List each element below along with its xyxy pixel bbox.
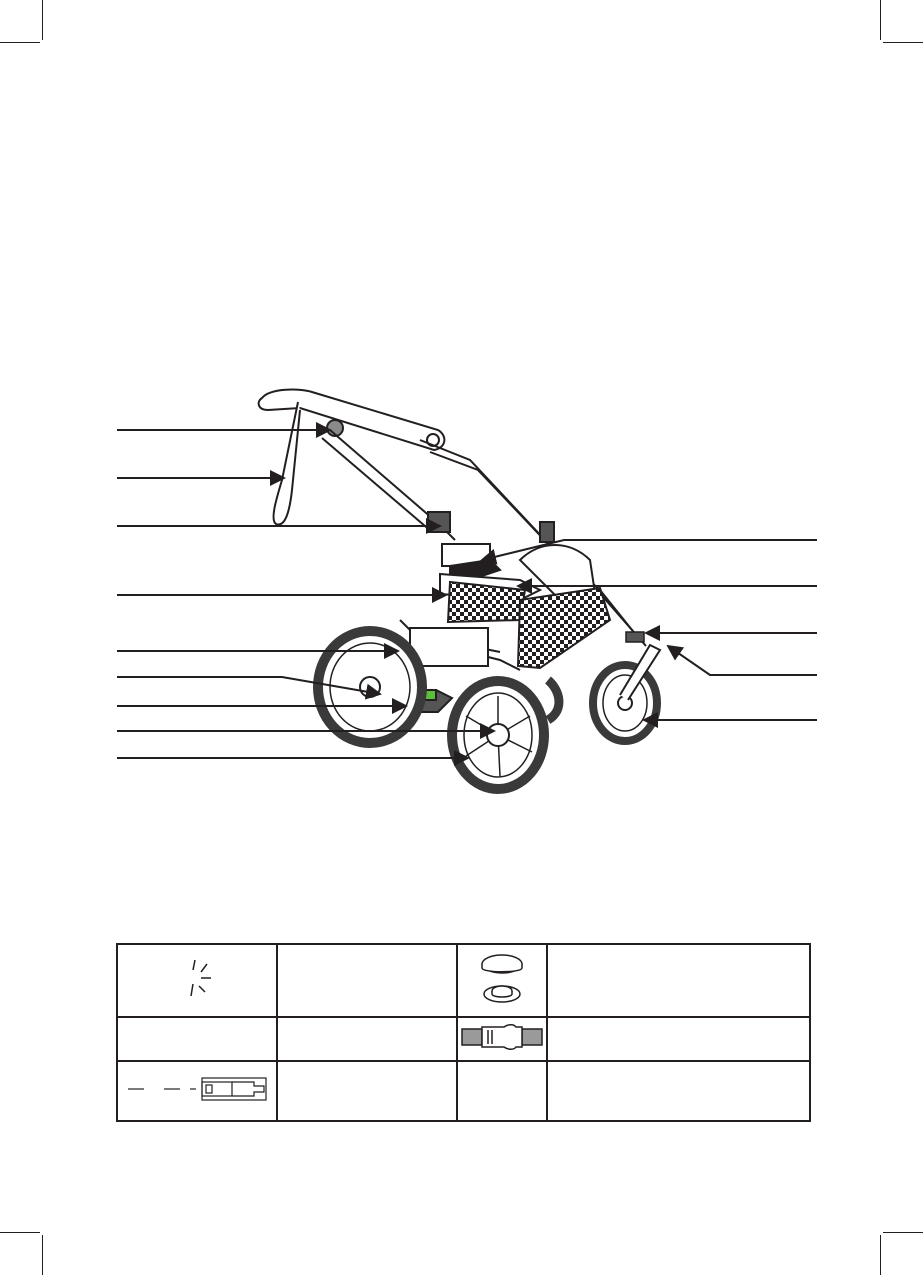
legend-row xyxy=(117,1017,810,1062)
legend-text-cell xyxy=(547,1017,810,1062)
handlebar xyxy=(259,390,445,450)
symbol-legend-table xyxy=(116,943,811,1122)
basket-side xyxy=(518,588,610,668)
click-icon xyxy=(177,956,217,1000)
legend-text-cell xyxy=(547,944,810,1017)
crop-mark xyxy=(880,1235,881,1275)
buckle-icon xyxy=(460,1022,544,1052)
legend-symbol-cell xyxy=(117,944,277,1017)
legend-symbol-cell xyxy=(117,1061,277,1121)
legend-symbol-cell xyxy=(457,1061,547,1121)
frame-joint xyxy=(428,512,450,532)
legend-symbol-cell xyxy=(117,1017,277,1062)
stroller-frame xyxy=(259,390,646,712)
stroller-diagram xyxy=(0,380,923,800)
crop-mark xyxy=(883,42,923,43)
crop-mark xyxy=(883,1232,923,1233)
legend-symbol-cell xyxy=(457,1017,547,1062)
legend-row xyxy=(117,1061,810,1121)
legend-text-cell xyxy=(277,1017,457,1062)
legend-symbol-cell xyxy=(457,944,547,1017)
legend-text-cell xyxy=(277,944,457,1017)
rear-wheel-right xyxy=(452,681,544,789)
crop-mark xyxy=(42,0,43,40)
legend-text-cell xyxy=(277,1061,457,1121)
callout-13 xyxy=(668,646,817,675)
crop-mark xyxy=(42,1235,43,1275)
rear-wheel-left xyxy=(318,631,422,743)
legend-text-cell xyxy=(547,1061,810,1121)
legend-row xyxy=(117,944,810,1017)
press-button-icon xyxy=(477,946,527,1010)
wrist-strap xyxy=(274,402,300,525)
crop-mark xyxy=(880,0,881,40)
crop-mark xyxy=(0,1232,40,1233)
crop-mark xyxy=(0,42,40,43)
basket-rear xyxy=(448,582,525,622)
rear-wheel-back xyxy=(548,680,559,720)
insert-arrow-icon xyxy=(122,1074,272,1104)
front-wheel xyxy=(593,632,660,741)
